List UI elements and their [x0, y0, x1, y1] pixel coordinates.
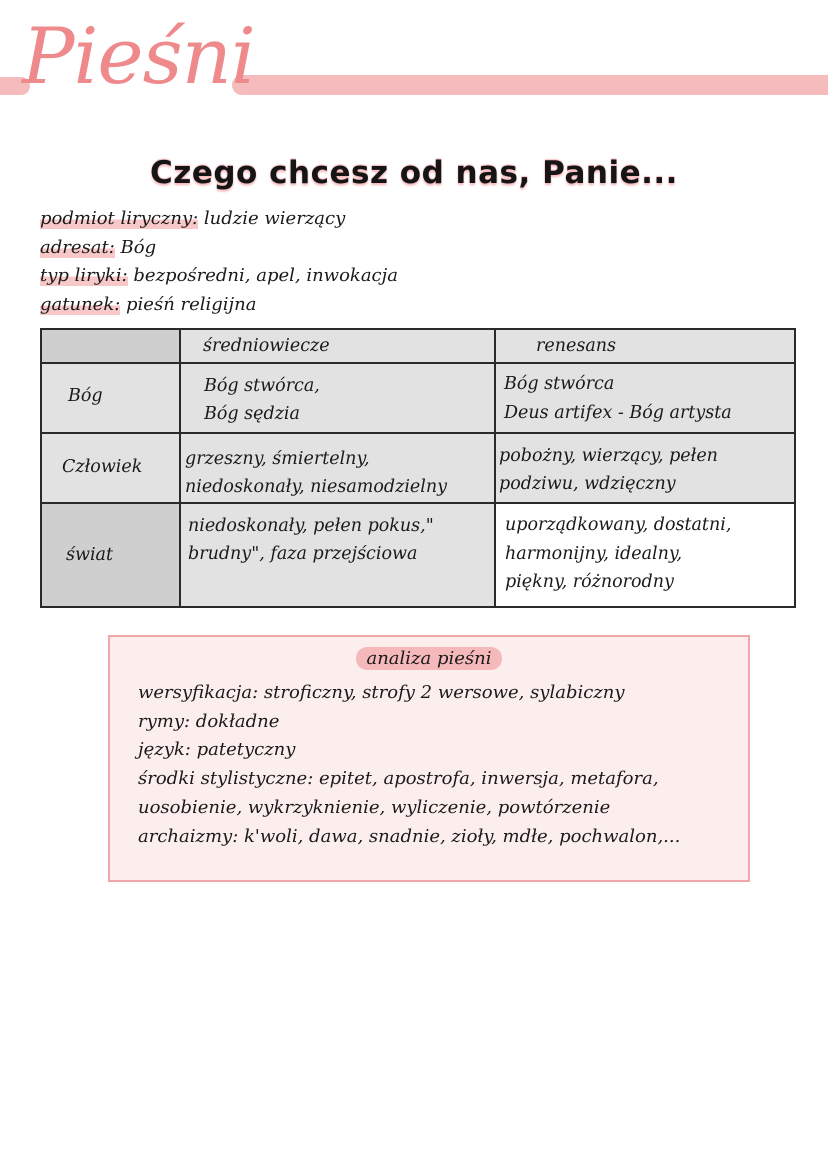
table-corner-cell — [40, 328, 181, 364]
info-row-lyric-type — [40, 262, 398, 291]
info-row-subject — [40, 205, 398, 234]
cell-line: niedoskonały, niesamodzielny — [185, 477, 448, 497]
info-label: podmiot liryczny: — [40, 208, 199, 229]
cell-line: Bóg sędzia — [204, 404, 300, 424]
cell-line: niedoskonały, pełen pokus," — [188, 516, 434, 536]
info-label: gatunek: — [40, 293, 121, 315]
analysis-line-rhymes: rymy: dokładne — [138, 710, 280, 732]
cell-line: piękny, różnorodny — [505, 572, 674, 592]
info-label: typ liryki: — [40, 265, 128, 286]
analysis-line-stylistic: środki stylistyczne: epitet, apostrofa, inwersja, metafora, — [138, 768, 659, 790]
cell-line: Bóg stwórca, — [204, 376, 320, 396]
cell-line: grzeszny, śmiertelny, — [185, 449, 370, 469]
info-row-addressee — [40, 234, 398, 263]
analysis-line-language: język: patetyczny — [138, 739, 296, 761]
cell-line: podziwu, wdzięczny — [499, 474, 676, 494]
info-value: ludzie wierzący — [198, 208, 346, 229]
cell-line: pobożny, wierzący, pełen — [499, 446, 718, 466]
info-label: adresat: — [40, 236, 115, 258]
cell-line: Bóg stwórca — [504, 374, 615, 394]
comparison-table — [40, 328, 796, 608]
row-label: Bóg — [68, 386, 103, 406]
info-row-genre — [40, 291, 398, 320]
cell-line: brudny", faza przejściowa — [188, 544, 418, 564]
header-bar-right — [232, 75, 828, 95]
page-title: Czego chcesz od nas, Panie... — [150, 155, 678, 191]
analysis-lines — [138, 679, 680, 851]
info-value: Bóg — [114, 236, 157, 258]
row-label: Człowiek — [62, 457, 143, 477]
cell-line: uporządkowany, dostatni, — [505, 515, 732, 535]
analysis-title: analiza pieśni — [110, 648, 748, 669]
info-value: bezpośredni, apel, inwokacja — [127, 265, 398, 286]
column-label-medieval: średniowiecze — [203, 336, 330, 356]
info-list — [40, 205, 398, 319]
analysis-line-stylistic-cont: uosobienie, wykrzyknienie, wyliczenie, powtórzenie — [138, 796, 611, 818]
cell-line: harmonijny, idealny, — [505, 544, 683, 564]
analysis-box — [108, 635, 750, 882]
info-value: pieśń religijna — [120, 293, 257, 315]
analysis-line-archaisms: archaizmy: k'woli, dawa, snadnie, zioły, mdłe, pochwalon,... — [138, 825, 681, 847]
analysis-line-versification: wersyfikacja: stroficzny, strofy 2 wersowe, sylabiczny — [138, 682, 625, 703]
cell-line: Deus artifex - Bóg artysta — [504, 403, 732, 423]
row-label-cell — [40, 362, 181, 434]
brand-title: Pieśni — [22, 12, 255, 102]
column-label-renaissance: renesans — [536, 336, 617, 356]
row-label: świat — [66, 545, 114, 565]
